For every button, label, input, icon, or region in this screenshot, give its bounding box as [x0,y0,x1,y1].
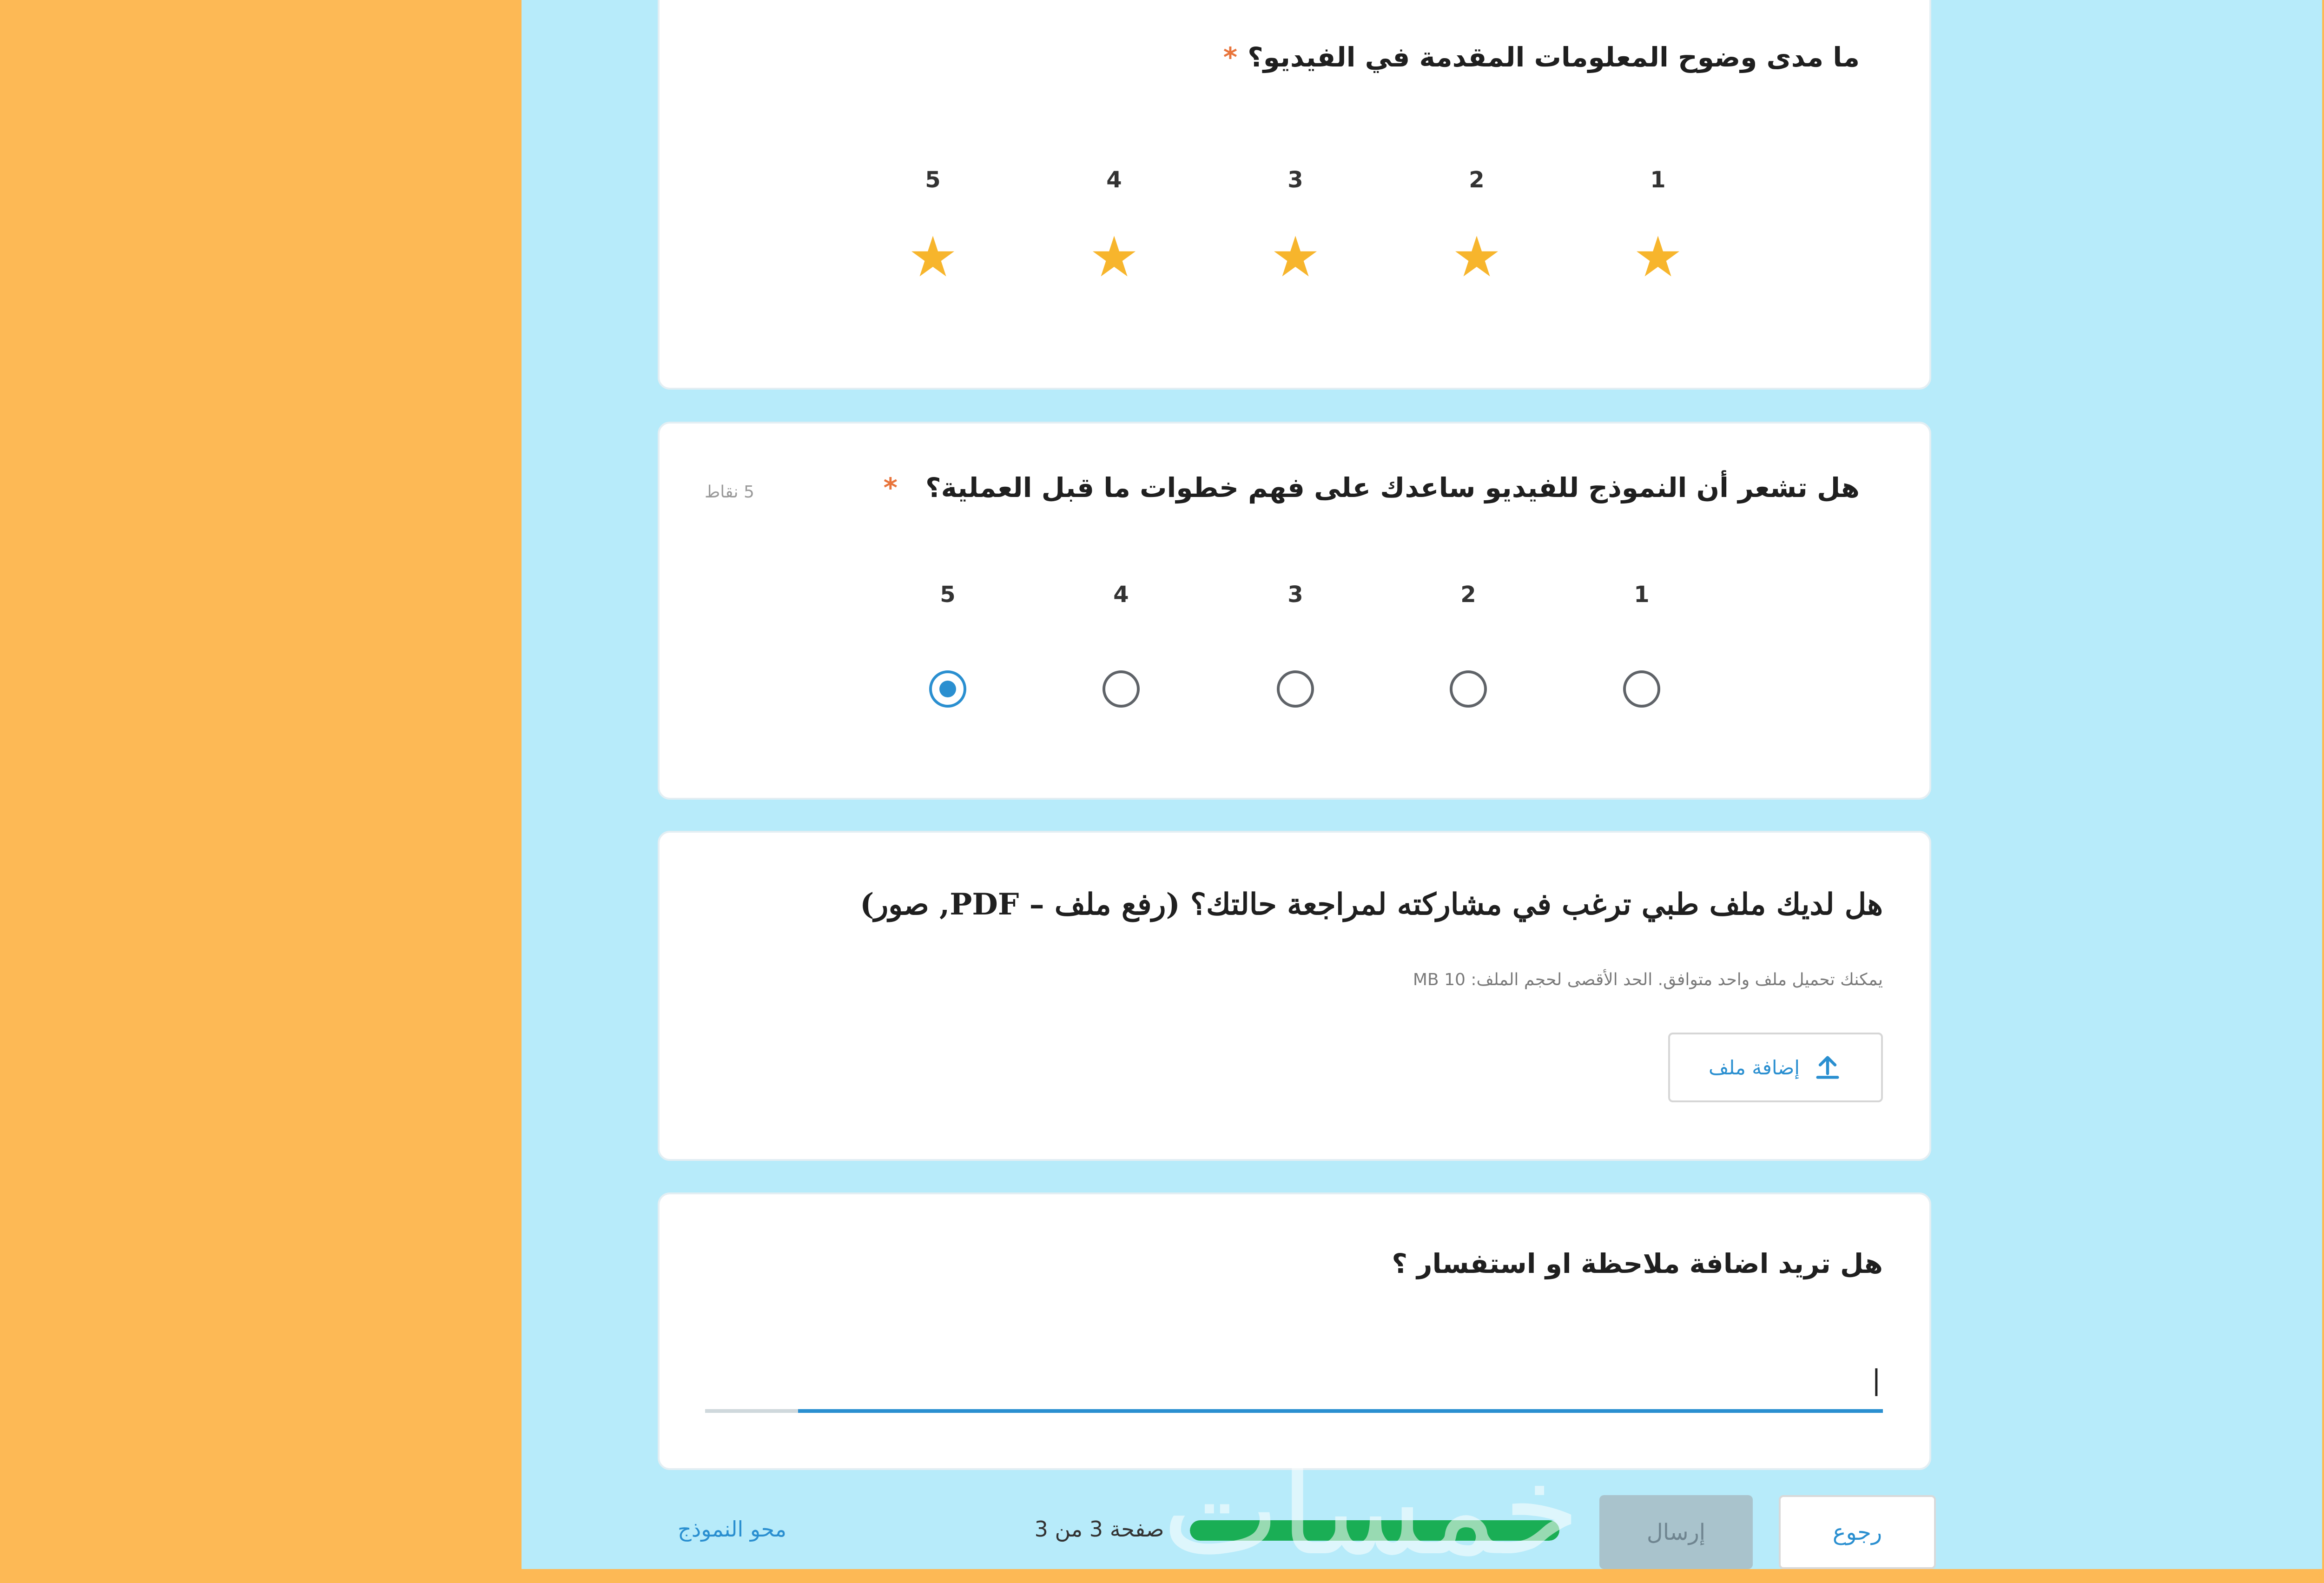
watermark: خمسات [1162,1437,1580,1583]
scale-number-5: 5 [925,167,941,193]
radio-option-1[interactable] [1623,670,1660,708]
scale-number-2: 2 [1469,167,1485,193]
radio-option-4[interactable] [1103,670,1140,708]
question-text: ما مدى وضوح المعلومات المقدمة في الفيديو؟ [1248,41,1860,73]
radio-option-2[interactable] [1450,670,1487,708]
question-title: هل تريد اضافة ملاحظة او استفسار ؟ [1392,1248,1883,1279]
points-tag: 5 نقاط [705,483,754,502]
progress-label: صفحة 3 من 3 [1034,1517,1164,1542]
clear-form-link[interactable]: محو النموذج [678,1517,786,1542]
question-text: هل تشعر أن النموذج للفيديو ساعدك على فهم خطوات ما قبل العملية؟ [925,472,1860,503]
progress-bar [1190,1520,1559,1541]
star-icon[interactable]: ★ [1452,225,1502,290]
upload-hint: يمكنك تحميل ملف واحد متوافق. الحد الأقصى لحجم الملف: 10 MB [1413,970,1883,989]
question-card-note [658,1192,1931,1470]
scale-number-4: 4 [1106,167,1122,193]
scale-number-1: 1 [1650,167,1666,193]
star-icon[interactable]: ★ [1089,225,1139,290]
submit-button[interactable]: إرسال [1599,1495,1753,1569]
add-file-label: إضافة ملف [1709,1056,1800,1079]
upload-icon [1813,1053,1842,1082]
question-card-file-upload [658,831,1931,1161]
scale-number-3: 3 [1287,582,1303,608]
required-marker: * [1223,41,1238,73]
add-file-button[interactable] [1668,1033,1883,1102]
scale-number-3: 3 [1287,167,1303,193]
star-icon[interactable]: ★ [908,225,958,290]
question-card-clarity [658,0,1931,390]
scale-number-2: 2 [1460,582,1476,608]
question-title [884,472,1860,503]
star-icon[interactable]: ★ [1633,225,1683,290]
star-icon[interactable]: ★ [1270,225,1320,290]
question-title [1223,41,1860,73]
radio-option-3[interactable] [1277,670,1314,708]
question-title: هل لديك ملف طبي ترغب في مشاركته لمراجعة حالتك؟ (رفع ملف – PDF, صور) [860,887,1883,922]
scale-number-4: 4 [1113,582,1129,608]
required-marker: * [883,472,898,503]
scale-number-5: 5 [940,582,956,608]
back-button[interactable]: رجوع [1779,1495,1936,1569]
radio-option-5[interactable] [929,670,966,708]
progress-fill [1190,1520,1559,1541]
scale-number-1: 1 [1634,582,1650,608]
note-input[interactable]: | [706,1348,1883,1413]
question-card-helpfulness [658,422,1931,800]
